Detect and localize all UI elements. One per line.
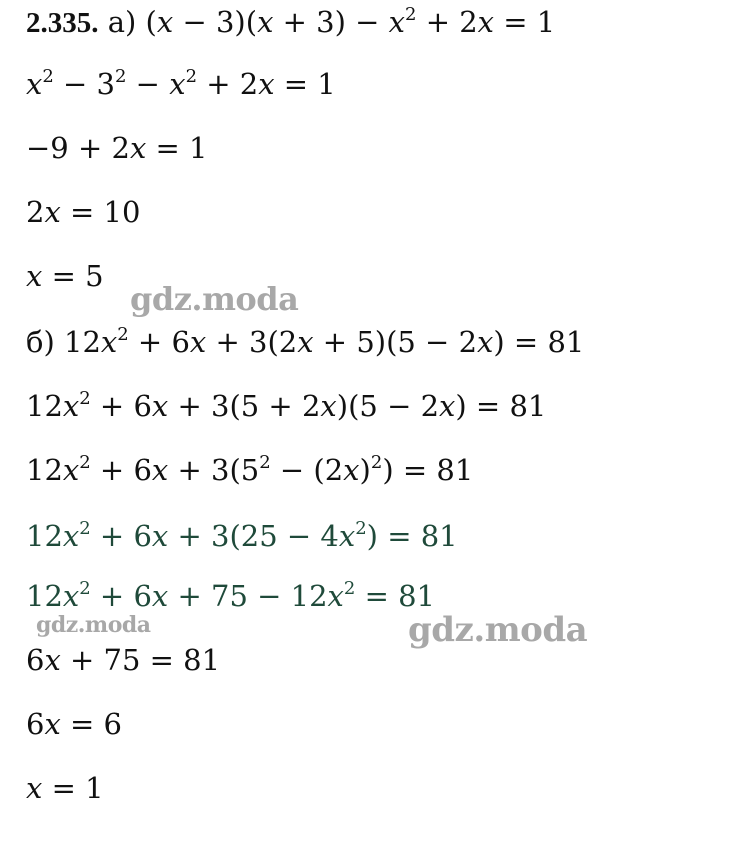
equation-b-2: $12x^2 + 6x + 3(5 + 2x)(5 - 2x) = 81$ xyxy=(26,388,547,423)
watermark-logo: gdz.moda xyxy=(408,610,588,650)
equation-b-4: $12x^2 + 6x + 3(25 - 4x^2) = 81$ xyxy=(26,518,458,553)
equation-b-5: $12x^2 + 6x + 75 - 12x^2 = 81$ xyxy=(26,578,435,613)
equation-a-4: 2x = 10 xyxy=(26,195,141,229)
part-a-label: а) xyxy=(107,5,137,39)
part-b-label: б) xyxy=(26,325,55,359)
watermark-logo: gdz.moda xyxy=(130,280,299,318)
equation-b-1: б) $12x^2 + 6x + 3(2x + 5)(5 - 2x) = 81$ xyxy=(26,324,585,359)
task-number: 2.335. xyxy=(26,7,99,39)
equation-a-2: $x^2 - 3^2 - x^2 + 2x = 1$ xyxy=(26,66,336,101)
watermark-logo: gdz.moda xyxy=(36,612,151,638)
equation-b-7: 6x = 6 xyxy=(26,707,122,741)
equation-b-8: x = 1 xyxy=(26,771,104,805)
equation-b-3: $12x^2 + 6x + 3(5^2 - (2x)^2) = 81$ xyxy=(26,452,474,487)
equation-a-5: x = 5 xyxy=(26,259,104,293)
equation-b-6: 6x + 75 = 81 xyxy=(26,643,221,677)
equation-a-3: −9 + 2x = 1 xyxy=(26,131,208,165)
equation-a-1: 2.335. а) $(x - 3)(x + 3) - x^2 + 2x = 1$ xyxy=(26,4,556,39)
